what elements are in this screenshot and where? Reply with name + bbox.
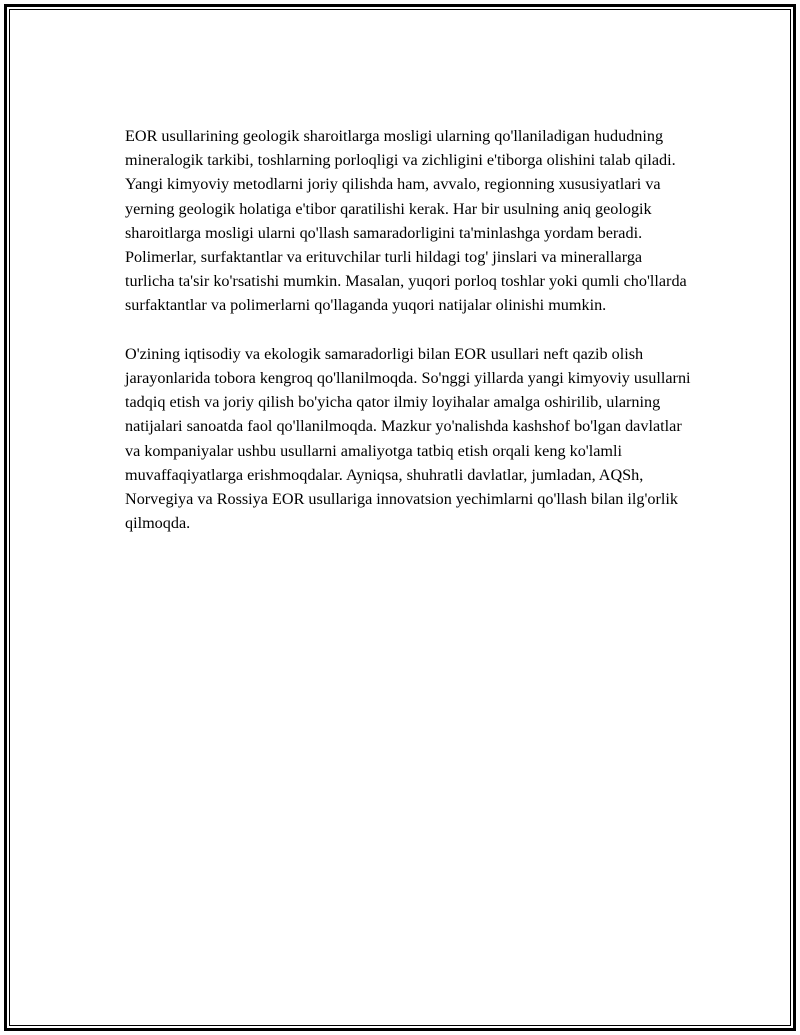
paragraph-1: EOR usullarining geologik sharoitlarga mosligi ularning qo'llaniladigan hududning mineralogik tarkibi, toshlarning porloqligi va zichligini e'tiborga olishini talab qiladi. Yangi kimyoviy metodlarni joriy qilishda ham, avvalo, regionning xususiyatlari va yerning geologik holatiga e'tibor qaratilishi kerak. Har bir usulning aniq geologik sharoitlarga mosligi ularni qo'llash samaradorligini ta'minlashga yordam beradi. Polimerlar, surfaktantlar va erituvchilar turli hildagi tog' jinslari va minerallarga turlicha ta'sir ko'rsatishi mumkin. Masalan, yuqori porloq toshlar yoki qumli cho'llarda surfaktantlar va polimerlarni qo'llaganda yuqori natijalar olinishi mumkin.	[125, 127, 687, 315]
document-body	[125, 124, 695, 560]
page-frame	[4, 4, 796, 1031]
paragraph-2: O'zining iqtisodiy va ekologik samaradorligi bilan EOR usullari neft qazib olish jarayonlarida tobora kengroq qo'llanilmoqda. So'nggi yillarda yangi kimyoviy usullarni tadqiq etish va joriy qilish bo'yicha qator ilmiy loyihalar amalga oshirilib, ularning natijalari sanoatda faol qo'llanilmoqda. Mazkur yo'nalishda kashshof bo'lgan davlatlar va kompaniyalar ushbu usullarni amaliyotga tatbiq etish orqali keng ko'lamli muvaffaqiyatlarga erishmoqdalar. Ayniqsa, shuhratli davlatlar, jumladan, AQSh, Norvegiya va Rossiya EOR usullariga innovatsion yechimlarni qo'llash bilan ilg'orlik qilmoqda.	[125, 344, 691, 533]
